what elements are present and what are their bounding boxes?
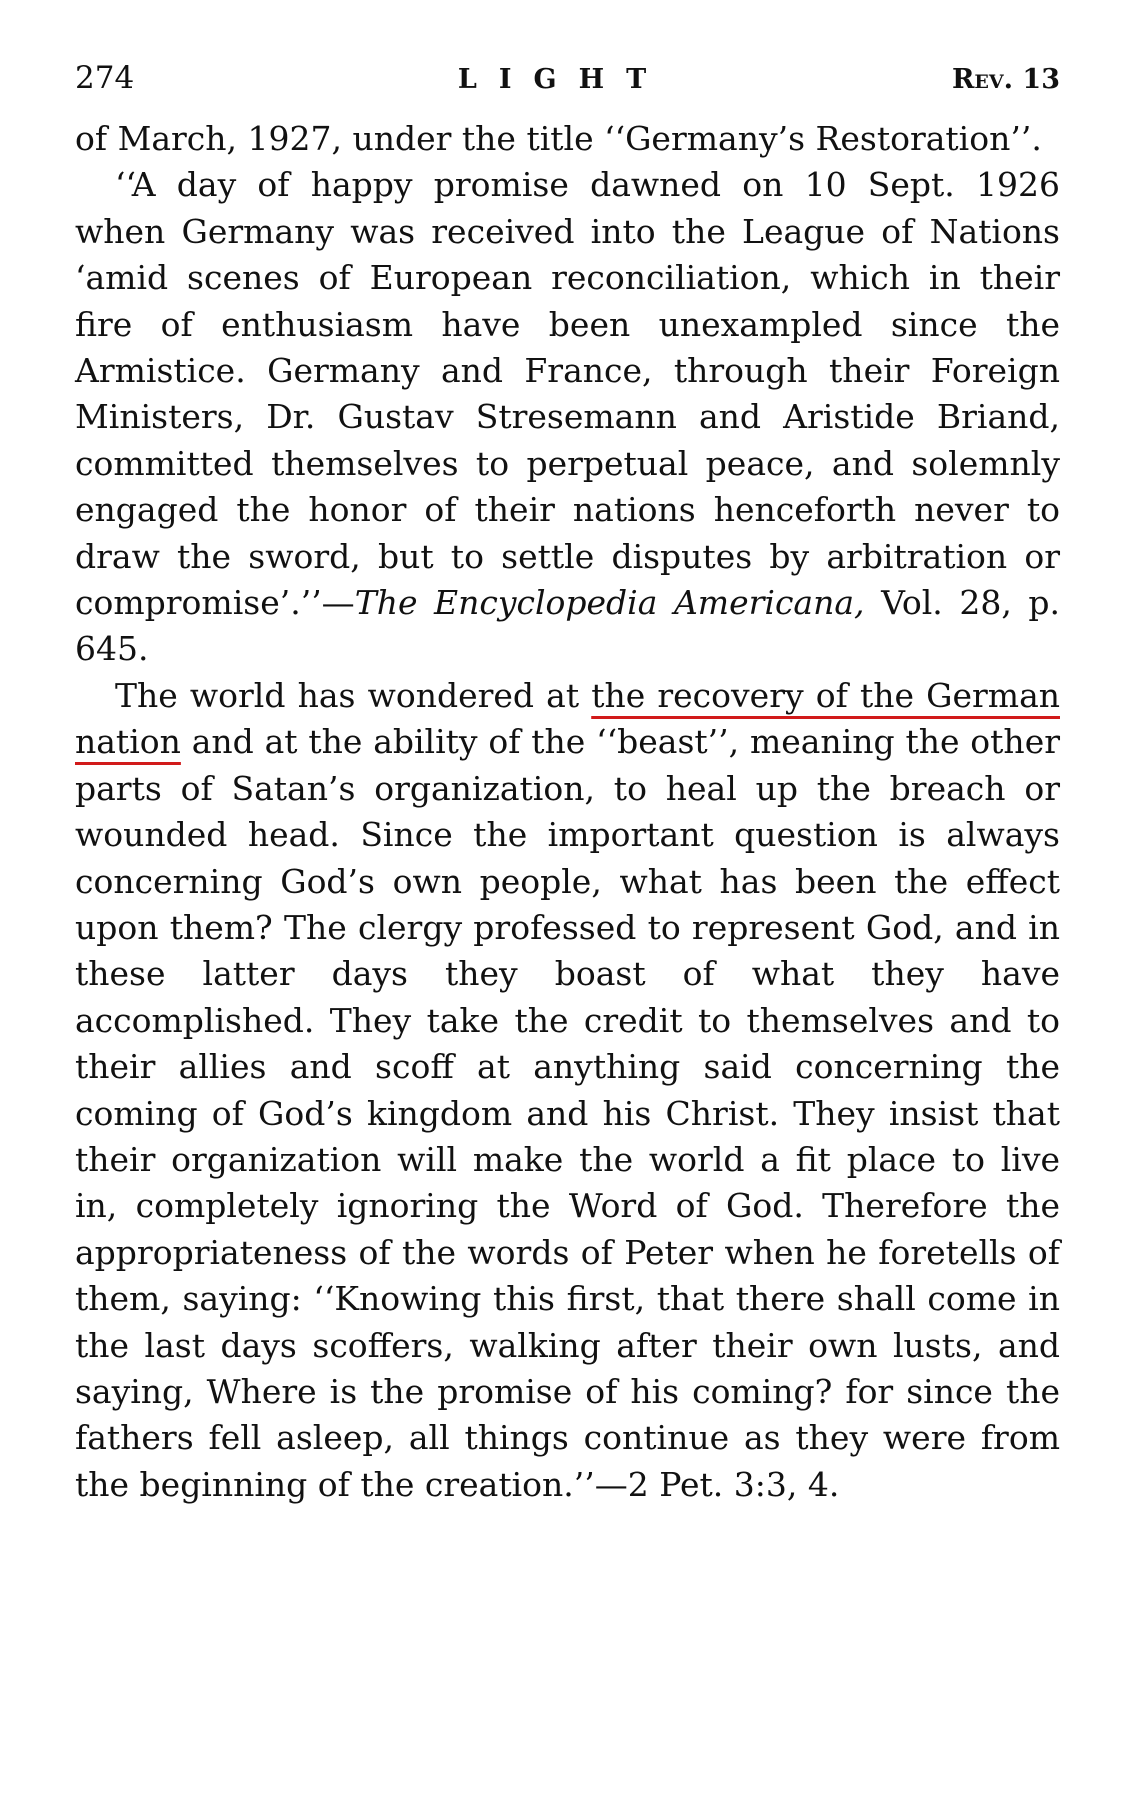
paragraph-main bbox=[75, 673, 1060, 1508]
main-text-start: The world has wondered at bbox=[115, 675, 592, 715]
page-header bbox=[75, 60, 1060, 116]
citation-ref: Vol. 28, p. 645. bbox=[75, 583, 1060, 669]
paragraph-quote bbox=[75, 162, 1060, 672]
book-page bbox=[75, 60, 1060, 1508]
main-text-rest: and at the ability of the ‘‘beast’’, meaning the other parts of Satan’s organization, to heal up the breach or wounded head. Since the important question is always concerning God’s own people, what has been the effect upon them? The clergy professed to represent God, and in these latter days they boast of what they have accomplished. They take the credit to themselves and to their allies and scoff at anything said concerning the coming of God’s kingdom and his Christ. They insist that their organization will make the world a fit place to live in, completely ignoring the Word of God. Therefore the appropriateness of the words of Peter when he foretells of them, saying: ‘‘Knowing this first, that there shall come in the last days scoffers, walking after their own lusts, and saying, Where is the promise of his coming? for since the fathers fell asleep, all things continue as they were from the beginning of the creation.’’—2 Pet. 3:3, 4. bbox=[75, 722, 1060, 1504]
section-reference: Rev. 13 bbox=[951, 64, 1060, 95]
underlined-phrase: the recovery of the German nation bbox=[75, 675, 1060, 762]
running-title: LIGHT bbox=[457, 64, 669, 95]
citation-title: The Encyclopedia Americana, bbox=[354, 583, 865, 623]
quote-text: ‘‘A day of happy promise dawned on 10 Sept. 1926 when Germany was received into the League of Nations ‘amid scenes of European reconciliation, which in their fire of enthusiasm have been unexampled since the Armistice. Germany and France, through their Foreign Ministers, Dr. Gustav Stresemann and Aristide Briand, committed themselves to perpetual peace, and solemnly engaged the honor of their nations henceforth never to draw the sword, but to settle disputes by arbitration or compromise’.’’— bbox=[75, 165, 1060, 623]
paragraph-continuation: of March, 1927, under the title ‘‘Germany’s Restoration’’. bbox=[75, 119, 1042, 158]
body-text bbox=[75, 116, 1060, 1508]
page-number: 274 bbox=[75, 60, 135, 96]
